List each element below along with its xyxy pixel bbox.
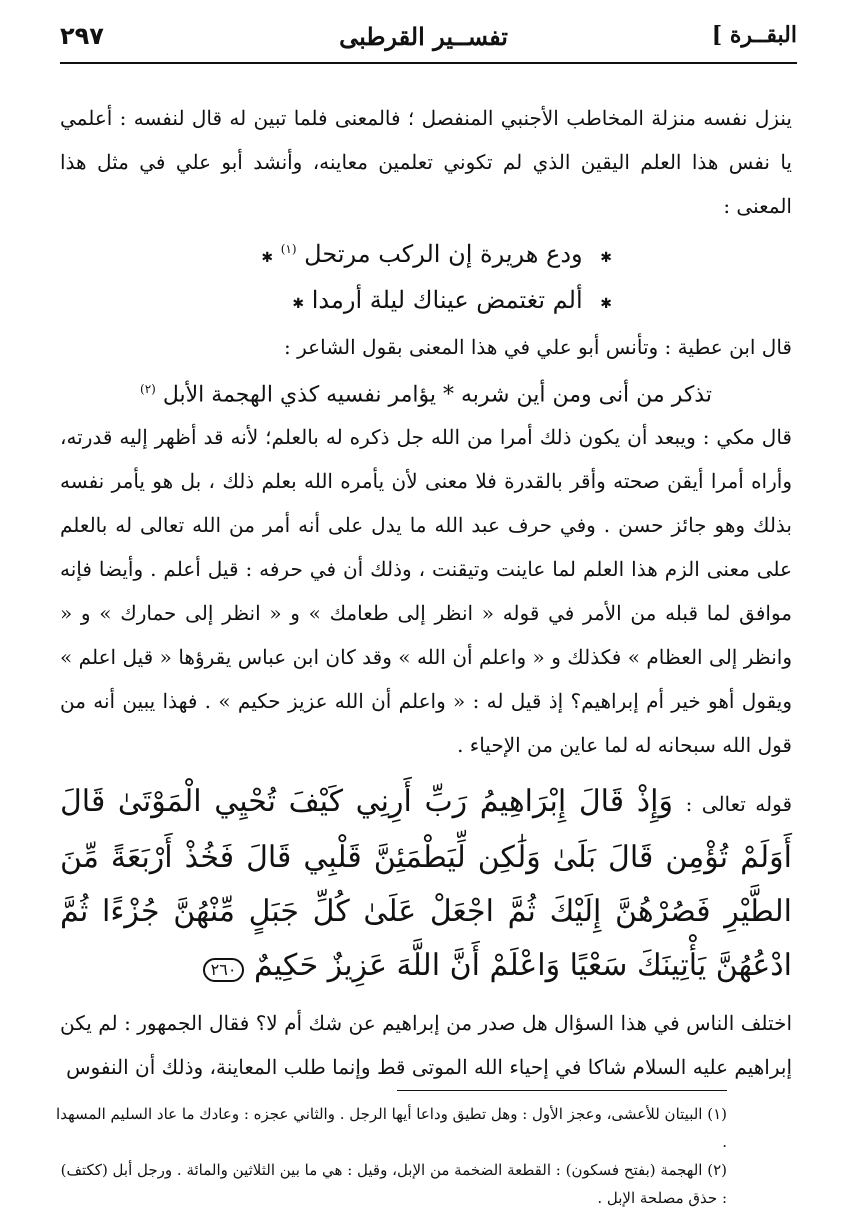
asterisk-icon: ✱	[600, 296, 612, 312]
poetry-verse-2	[60, 279, 612, 325]
header-rule	[60, 62, 797, 64]
footnote-ref: (٢)	[140, 382, 156, 396]
asterisk-icon: ✱	[292, 296, 305, 312]
poetry-verse-1	[60, 228, 612, 279]
asterisk-icon: ✱	[600, 250, 612, 266]
paragraph-3: قال مكي : ويبعد أن يكون ذلك أمرا من الله جل ذكره له بالعلم؛ لأنه قد أظهر إليه قدرته، وأراه أمرا أيقن صحته وأقر بالقدرة فلا معنى لأن يأمره الله بعلم ذلك ، بل هو يأمر نفسه بذلك وهو جائز حسن . وفي حرف عبد الله ما يدل على أنه أمر من الله تعالى له بالعلم على معنى الزم هذا العلم لما عاينت وتيقنت ، وذلك أن في حرفه : قيل أعلم . وأيضا فإنه موافق لما قبله من الأمر في قوله « انظر إلى طعامك » و « انظر إلى حمارك » و « وانظر إلى العظام » فكذلك و « واعلم أن الله » وقد كان ابن عباس يقرؤها « قيل اعلم » ويقول أهو خير أم إبراهيم؟ إذ قيل له : « واعلم أن الله عزيز حكيم » . فهذا يبين أنه من قول الله سبحانه له لما عاين من الإحياء .	[60, 425, 792, 758]
main-text	[60, 96, 792, 1089]
quran-intro: قوله تعالى :	[685, 792, 792, 817]
verse-text: ودع هريرة إن الركب مرتحل	[304, 240, 583, 268]
quran-verse	[60, 775, 792, 993]
ayah-number-marker: ٢٦٠	[203, 958, 245, 982]
running-header	[60, 22, 797, 68]
footnote-1: (١) البيتان للأعشى، وعجز الأول : وهل تطيق وداعا أيها الرجل . والثاني عجزه : وعادك ما عاد السليم المسهدا .	[56, 1105, 727, 1151]
footnote-2: (٢) الهجمة (بفتح فسكون) : القطعة الضخمة من الإبل، وقيل : هي ما بين الثلاثين والمائة . ورجل أبل (ككتف) : حذق مصلحة الإبل .	[60, 1161, 727, 1207]
quran-text: وَإِذْ قَالَ إِبْرَاهِيمُ رَبِّ أَرِنِي كَيْفَ تُحْيِي الْمَوْتَىٰ قَالَ أَوَلَمْ تُؤْمِن قَالَ بَلَىٰ وَلَٰكِن لِّيَطْمَئِنَّ قَلْبِي قَالَ فَخُذْ أَرْبَعَةً مِّنَ الطَّيْرِ فَصُرْهُنَّ إِلَيْكَ ثُمَّ اجْعَلْ عَلَىٰ كُلِّ جَبَلٍ مِّنْهُنَّ جُزْءًا ثُمَّ ادْعُهُنَّ يَأْتِينَكَ سَعْيًا وَاعْلَمْ أَنَّ اللَّهَ عَزِيزٌ حَكِيمٌ	[60, 784, 792, 984]
asterisk-icon: ✱	[261, 250, 274, 266]
footnote-ref: (١)	[280, 242, 297, 256]
paragraph-4: اختلف الناس في هذا السؤال هل صدر من إبراهيم عن شك أم لا؟ فقال الجمهور : لم يكن إبراهيم عليه السلام شاكا في إحياء الله الموتى قط وإنما طلب المعاينة، وذلك أن النفوس	[60, 1011, 792, 1080]
page-number: ٢٩٧	[60, 22, 104, 50]
book-title: تفســير القرطبى	[339, 22, 508, 51]
footnotes	[55, 1100, 727, 1212]
quote-text: تذكر من أنى ومن أين شربه * يؤامر نفسيه كذي الهجمة الأبل	[162, 382, 712, 408]
intro-paragraph: ينزل نفسه منزلة المخاطب الأجنبي المنفصل ؛ فالمعنى فلما تبين له قال لنفسه : أعلمي يا نفس هذا العلم اليقين الذي لم تكوني تعلمين معاينه، وأنشد أبو علي في مثل هذا المعنى :	[60, 106, 792, 218]
poetry-quote	[60, 369, 792, 415]
verse-text: ألم تغتمض عيناك ليلة أرمدا	[311, 286, 583, 314]
paragraph-2: قال ابن عطية : وتأنس أبو علي في هذا المعنى بقول الشاعر :	[284, 335, 792, 359]
surah-name: البقــرة ]	[711, 22, 797, 48]
footnote-separator	[397, 1090, 727, 1091]
